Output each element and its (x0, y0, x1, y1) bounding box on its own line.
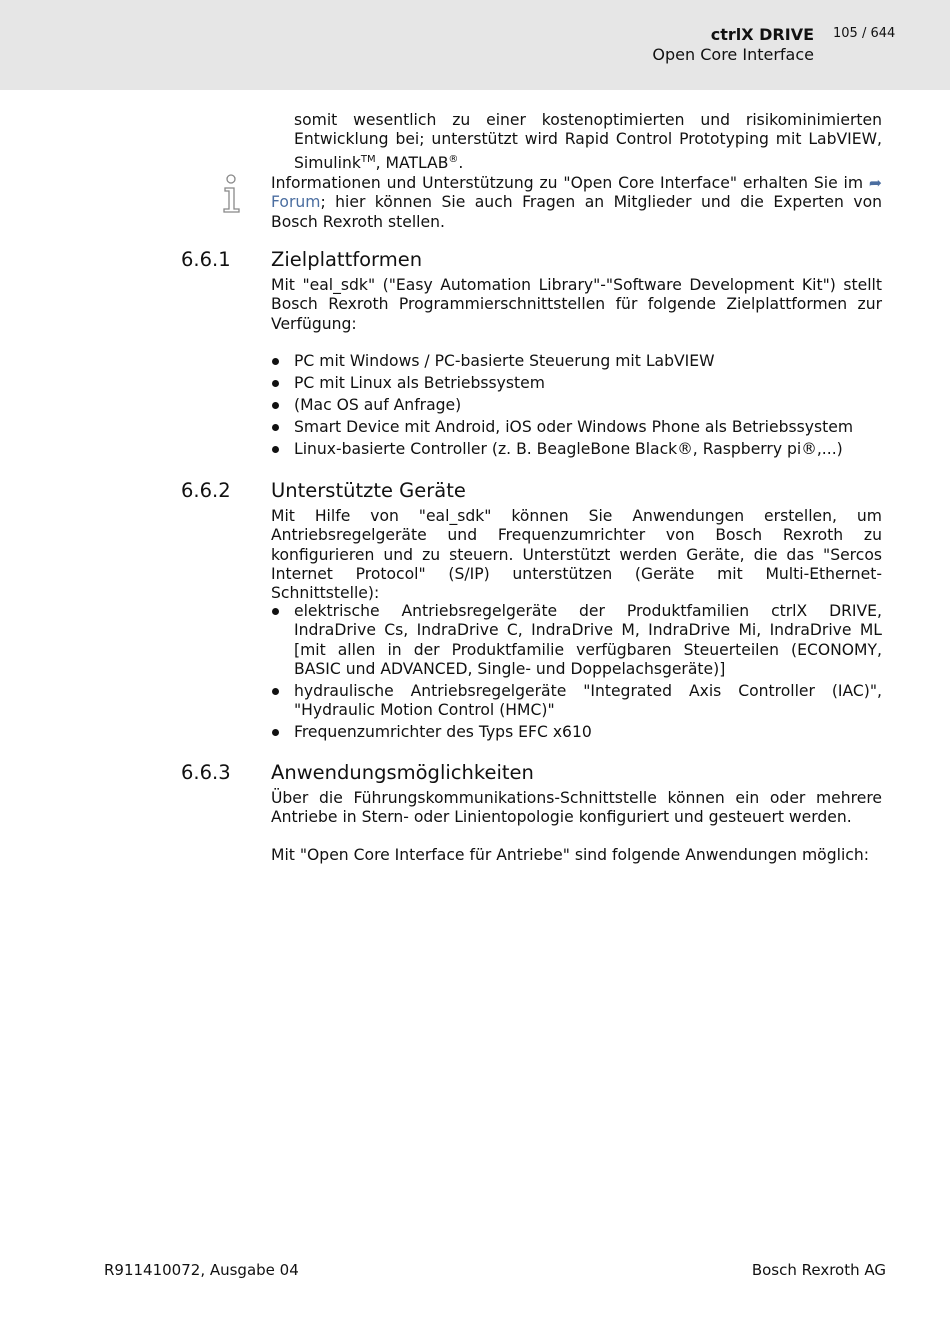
page-number: 105 / 644 (833, 26, 896, 41)
tm-mark: TM (360, 153, 376, 165)
info-text-b: ; hier können Sie auch Fragen an Mitglieder und die Experten von Bosch Rexroth stellen. (271, 193, 882, 231)
page-header (0, 0, 950, 90)
bullet-icon (272, 729, 279, 736)
section-text: Mit "eal_sdk" ("Easy Automation Library"-"Software Development Kit") stellt Bosch Rexroth Programmierschnittstellen für folgende Zielplattformen zur Verfügung: (271, 276, 882, 333)
intro-text-c: . (458, 153, 464, 172)
intro-text-a: somit wesentlich zu einer kostenoptimierten und risikominimierten Entwicklung bei; unterstützt wird Rapid Control Prototyping mit LabVIEW, Simulink (294, 111, 882, 172)
bullet-list (271, 352, 882, 461)
section-number: 6.6.2 (181, 479, 231, 502)
list-item-text: Linux-basierte Controller (z. B. BeagleBone Black®, Raspberry pi®,...) (294, 439, 843, 458)
header-title: ctrlX DRIVE (710, 25, 814, 44)
info-paragraph (271, 174, 882, 232)
list-item (271, 440, 882, 459)
list-item-text: PC mit Linux als Betriebssystem (294, 373, 545, 392)
bullet-icon (272, 688, 279, 695)
list-item-text: Frequenzumrichter des Typs EFC x610 (294, 722, 592, 741)
bullet-icon (272, 608, 279, 615)
list-item (271, 396, 882, 415)
list-item (271, 418, 882, 437)
list-item (271, 602, 882, 679)
list-item-text: elektrische Antriebsregelgeräte der Produktfamilien ctrlX DRIVE, IndraDrive Cs, IndraDrive C, IndraDrive M, IndraDrive Mi, IndraDrive ML [mit allen in der Produktfamilie verfügbaren Steuerteilen (ECONOMY, BASIC und ADVANCED, Single- und Doppelachsgeräte)] (294, 602, 882, 678)
bullet-icon (272, 424, 279, 431)
registered-mark: ® (448, 153, 459, 165)
intro-continuation (294, 111, 882, 173)
header-subtitle: Open Core Interface (652, 45, 814, 64)
bullet-icon (272, 380, 279, 387)
section-number: 6.6.1 (181, 248, 231, 271)
section-title: Unterstützte Geräte (271, 479, 466, 502)
section-text: Über die Führungskommunikations-Schnittstelle können ein oder mehrere Antriebe in Stern- oder Linientopologie konfiguriert und gesteuert werden. (271, 789, 882, 827)
bullet-icon (272, 446, 279, 453)
section-text: Mit Hilfe von "eal_sdk" können Sie Anwendungen erstellen, um Antriebsregelgeräte und Frequenzumrichter von Bosch Rexroth zu konfigurieren und zu steuern. Unterstützt werden Geräte, die das "Sercos Internet Protocol" (S/IP) unterstützen (Geräte mit Multi-Ethernet-Schnittstelle): (271, 507, 882, 603)
list-item (271, 682, 882, 721)
list-item-text: hydraulische Antriebsregelgeräte "Integrated Axis Controller (IAC)", "Hydraulic Motion Control (HMC)" (294, 681, 882, 720)
forum-link[interactable]: ➦ Forum (271, 174, 882, 212)
section-text: Mit "Open Core Interface für Antriebe" sind folgende Anwendungen möglich: (271, 846, 869, 864)
info-icon (220, 174, 242, 214)
intro-text-b: , MATLAB (375, 153, 449, 172)
section-number: 6.6.3 (181, 761, 231, 784)
section-title: Zielplattformen (271, 248, 423, 271)
footer-document-id: R911410072, Ausgabe 04 (104, 1261, 299, 1279)
list-item-text: Smart Device mit Android, iOS oder Windows Phone als Betriebssystem (294, 417, 854, 436)
list-item (271, 723, 882, 742)
section-title: Anwendungsmöglichkeiten (271, 761, 534, 784)
bullet-list (271, 602, 882, 745)
info-text-a: Informationen und Unterstützung zu "Open Core Interface" erhalten Sie im (271, 174, 864, 192)
list-item (271, 352, 882, 371)
list-item-text: (Mac OS auf Anfrage) (294, 395, 462, 414)
bullet-icon (272, 358, 279, 365)
bullet-icon (272, 402, 279, 409)
footer-company: Bosch Rexroth AG (751, 1261, 886, 1279)
list-item (271, 374, 882, 393)
list-item-text: PC mit Windows / PC-basierte Steuerung mit LabVIEW (294, 352, 715, 370)
